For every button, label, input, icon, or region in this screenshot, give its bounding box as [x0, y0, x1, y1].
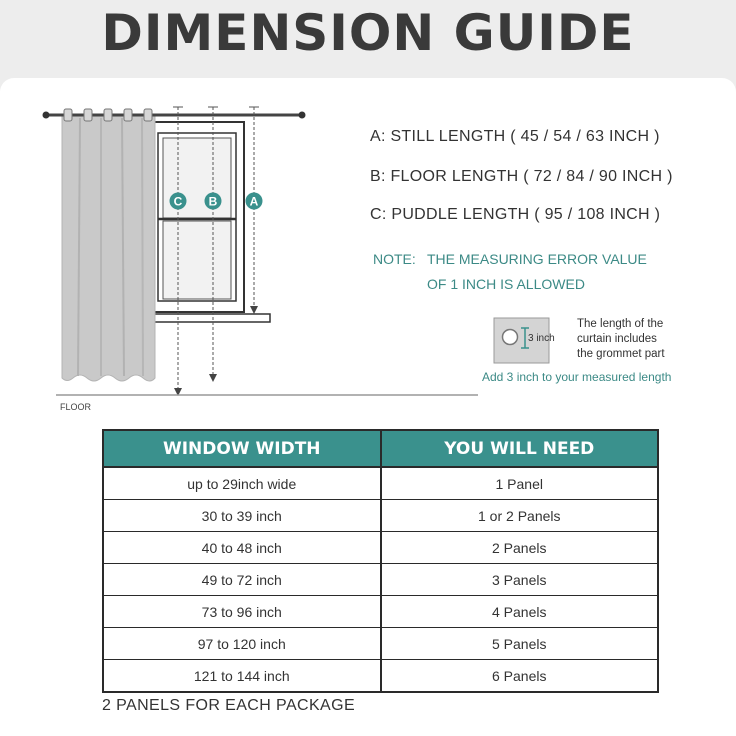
window-width-cell: 97 to 120 inch	[103, 628, 381, 660]
window-sill	[150, 314, 270, 322]
panels-cell: 5 Panels	[381, 628, 659, 660]
window-width-cell: 49 to 72 inch	[103, 564, 381, 596]
window-width-cell: 121 to 144 inch	[103, 660, 381, 693]
panels-cell: 3 Panels	[381, 564, 659, 596]
panels-cell: 1 Panel	[381, 467, 659, 500]
grommet-detail	[494, 318, 555, 363]
header-you-will-need: YOU WILL NEED	[381, 430, 659, 467]
panels-cell: 2 Panels	[381, 532, 659, 564]
table-header-row	[103, 430, 658, 467]
measure-marker-b	[205, 193, 222, 210]
floor-label: FLOOR	[60, 402, 92, 412]
legend-b: B: FLOOR LENGTH ( 72 / 84 / 90 INCH )	[370, 168, 673, 185]
window-width-cell: up to 29inch wide	[103, 467, 381, 500]
measure-marker-c	[170, 193, 187, 210]
note-label: NOTE:	[373, 251, 416, 267]
panels-cell: 1 or 2 Panels	[381, 500, 659, 532]
panels-cell: 6 Panels	[381, 660, 659, 693]
measure-marker-a	[246, 193, 263, 210]
window-width-cell: 30 to 39 inch	[103, 500, 381, 532]
window-width-cell: 40 to 48 inch	[103, 532, 381, 564]
header-window-width: WINDOW WIDTH	[103, 430, 381, 467]
table-row	[103, 500, 658, 532]
grommet-caption-1: The length of the	[577, 318, 664, 330]
table-row	[103, 628, 658, 660]
panels-cell: 4 Panels	[381, 596, 659, 628]
marker-c-label: C	[173, 194, 183, 209]
grommet-measure: 3 inch	[528, 333, 555, 344]
table-row	[103, 564, 658, 596]
curtain-panel	[62, 114, 155, 381]
window-pane-bottom	[163, 221, 231, 299]
window-width-cell: 73 to 96 inch	[103, 596, 381, 628]
package-note: 2 PANELS FOR EACH PACKAGE	[102, 697, 356, 714]
marker-b-label: B	[208, 194, 218, 209]
rod-finial-right	[299, 112, 306, 119]
page-title: DIMENSION GUIDE	[101, 4, 635, 62]
note-line-2: OF 1 INCH IS ALLOWED	[427, 276, 585, 292]
grommet-caption-2: curtain includes	[577, 333, 657, 345]
table-row	[103, 660, 658, 693]
marker-a-label: A	[249, 194, 259, 209]
legend-a: A: STILL LENGTH ( 45 / 54 / 63 INCH )	[370, 128, 660, 145]
table-row	[103, 596, 658, 628]
table-row	[103, 532, 658, 564]
table-row	[103, 467, 658, 500]
rod-finial-left	[43, 112, 50, 119]
panel-size-table	[102, 429, 659, 693]
legend-c: C: PUDDLE LENGTH ( 95 / 108 INCH )	[370, 206, 661, 223]
grommet-add-note: Add 3 inch to your measured length	[482, 370, 672, 384]
note-line-1: THE MEASURING ERROR VALUE	[427, 251, 647, 267]
grommet-caption-3: the grommet part	[577, 348, 665, 360]
